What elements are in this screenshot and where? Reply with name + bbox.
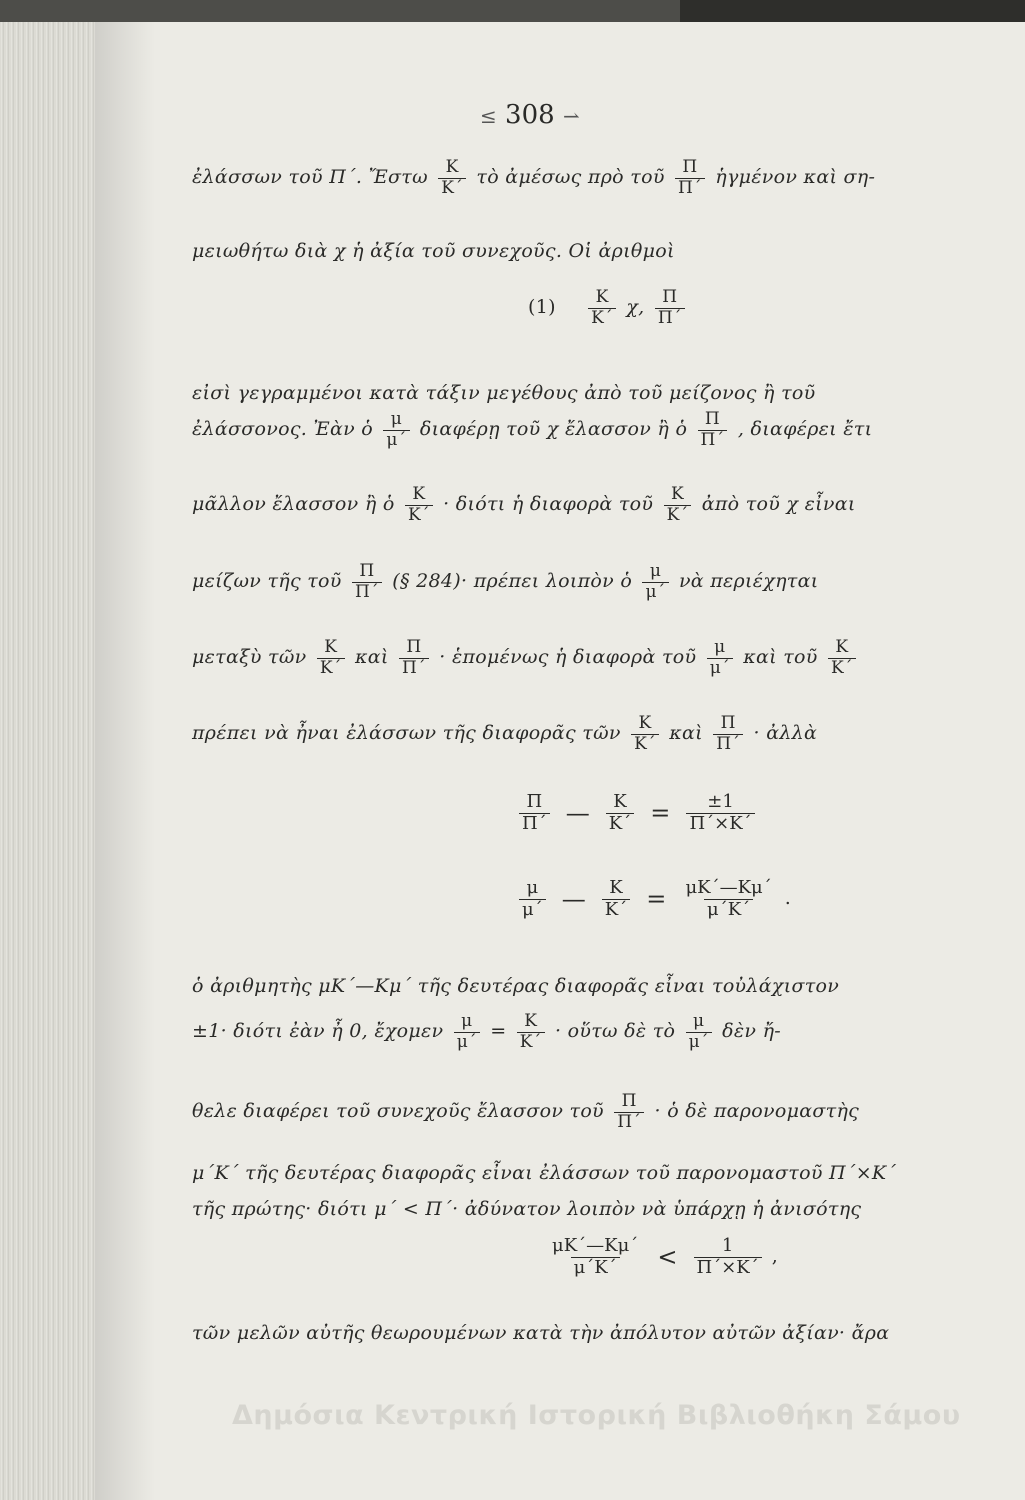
fraction: $\frac{\Pi}{\Pi΄}$ [713,714,743,754]
fraction: $\frac{K}{K΄}$ [438,158,466,198]
text-line-10: ±1· διότι ἐὰν ἦ 0, ἔχομεν $\frac{\mu}{\mu΄}$ = $\frac{K}{K΄}$ · οὕτω δὲ τὸ $\frac{\mu}{\mu΄}$ δὲν ἤ- [192,1011,781,1052]
fraction: $\frac{\mu}{\mu΄}$ [519,878,546,920]
fraction: $\frac{K}{K΄}$ [606,792,634,834]
text-line-6: μείζων τῆς τοῦ $\frac{\Pi}{\Pi΄}$ (§ 284)· πρέπει λοιπὸν ὁ $\frac{\mu}{\mu΄}$ νὰ περιέχηται [192,561,819,602]
text-line-1: ἐλάσσων τοῦ Π΄. Ἔστω $\frac{K}{K΄}$ τὸ ἀμέσως πρὸ τοῦ $\frac{\Pi}{\Pi΄}$ ἡγμένον καὶ ση- [192,157,876,198]
fraction: $\frac{\mu}{\mu΄}$ [686,1012,712,1052]
fraction: $\frac{\mu}{\mu΄}$ [642,562,668,602]
fraction: $\frac{\Pi}{\Pi΄}$ [399,638,429,678]
text-line-14: τῶν μελῶν αὐτῆς θεωρουμένων κατὰ τὴν ἀπόλυτον αὐτῶν ἀξίαν· ἄρα [192,1322,890,1344]
fraction: $\frac{\mu}{\mu΄}$ [454,1012,480,1052]
text-line-5: μᾶλλον ἔλασσον ἢ ὁ $\frac{K}{K΄}$ · διότι ἡ διαφορὰ τοῦ $\frac{K}{K΄}$ ἀπὸ τοῦ χ εἶναι [192,484,856,525]
fraction: $\frac{\mu K΄—K\mu΄}{\mu΄K΄}$ [685,877,772,920]
library-watermark: Δημόσια Κεντρική Ιστορική Βιβλιοθήκη Σάμου [232,1400,961,1431]
text-line-11: θελε διαφέρει τοῦ συνεχοῦς ἔλασσον τοῦ $\frac{\Pi}{\Pi΄}$ · ὁ δὲ παρονομαστὴς [192,1091,860,1132]
text-line-4: ἐλάσσονος. Ἐὰν ὁ $\frac{\mu}{\mu΄}$ διαφέρῃ τοῦ χ ἔλασσον ἢ ὁ $\frac{\Pi}{\Pi΄}$ , διαφέρει ἔτι [192,409,873,450]
fraction: $\frac{1}{\Pi΄\times K΄}$ [694,1236,762,1278]
equation-1: $\frac{\Pi}{\Pi΄}$ — $\frac{K}{K΄}$ = $\frac{\pm 1}{\Pi΄\times K΄}$ [515,792,759,834]
page-header: ≤ 308 ⇀ [480,100,580,130]
fraction: $\frac{K}{K΄}$ [517,1012,545,1052]
fraction: $\frac{K}{K΄}$ [405,485,433,525]
text-line-9: ὁ ἀριθμητὴς μΚ΄—Κμ΄ τῆς δευτέρας διαφορᾶς εἶναι τοὐλάχιστον [192,975,840,997]
inequality: $\frac{\mu K΄—K\mu΄}{\mu΄K΄}$ < $\frac{1}{\Pi΄\times K΄}$ , [545,1236,778,1278]
equation-label: (1) [528,296,556,319]
fraction: $\frac{\mu}{\mu΄}$ [383,410,409,450]
fraction: $\frac{\mu K΄—K\mu΄}{\mu΄K΄}$ [552,1235,639,1278]
fraction: $\frac{K}{K΄}$ [588,288,616,328]
fraction: $\frac{\Pi}{\Pi΄}$ [675,158,705,198]
text-line-8: πρέπει νὰ ἦναι ἐλάσσων τῆς διαφορᾶς τῶν $\frac{K}{K΄}$ καὶ $\frac{\Pi}{\Pi΄}$ · ἀλλὰ [192,713,818,754]
text-line-7: μεταξὺ τῶν $\frac{K}{K΄}$ καὶ $\frac{\Pi}{\Pi΄}$ · ἑπομένως ἡ διαφορὰ τοῦ $\frac{\mu}{\mu΄}$ καὶ τοῦ $\frac{K}{K΄}$ [192,638,860,678]
equation-2: $\frac{\mu}{\mu΄}$ — $\frac{K}{K΄}$ = $\frac{\mu K΄—K\mu΄}{\mu΄K΄}$ . [515,878,791,920]
text-line-2: μειωθήτω διὰ χ ἡ ἀξία τοῦ συνεχοῦς. Οἱ ἀριθμοὶ [192,240,675,262]
fraction: $\frac{K}{K΄}$ [664,485,692,525]
fraction: $\frac{\Pi}{\Pi΄}$ [614,1092,644,1132]
text-line-13: τῆς πρώτης· διότι μ΄ < Π΄· ἀδύνατον λοιπὸν νὰ ὑπάρχῃ ἡ ἀνισότης [192,1198,862,1220]
fraction: $\frac{\Pi}{\Pi΄}$ [655,288,685,328]
page-number: 308 [505,100,555,130]
fraction: $\frac{\Pi}{\Pi΄}$ [352,562,382,602]
text-line-3: εἰσὶ γεγραμμένοι κατὰ τάξιν μεγέθους ἀπὸ τοῦ μείζονος ἢ τοῦ [192,382,816,404]
fraction: $\frac{K}{K΄}$ [317,638,345,678]
fraction: $\frac{K}{K΄}$ [631,714,659,754]
fraction: $\frac{\Pi}{\Pi΄}$ [519,792,550,834]
numbered-expression: (1) $\frac{K}{K΄}$ χ, $\frac{\Pi}{\Pi΄}$ [528,288,689,328]
fraction: $\frac{\mu}{\mu΄}$ [707,638,733,678]
fraction: $\frac{K}{K΄}$ [602,878,630,920]
fraction: $\frac{\Pi}{\Pi΄}$ [698,410,728,450]
page-edges [0,22,95,1500]
fraction: $\frac{\pm 1}{\Pi΄\times K΄}$ [686,792,754,834]
text-line-12: μ΄Κ΄ τῆς δευτέρας διαφορᾶς εἶναι ἐλάσσων τοῦ παρονομαστοῦ Π΄×Κ΄ [192,1162,897,1184]
fraction: $\frac{K}{K΄}$ [828,638,856,678]
spine-shadow [95,22,155,1500]
